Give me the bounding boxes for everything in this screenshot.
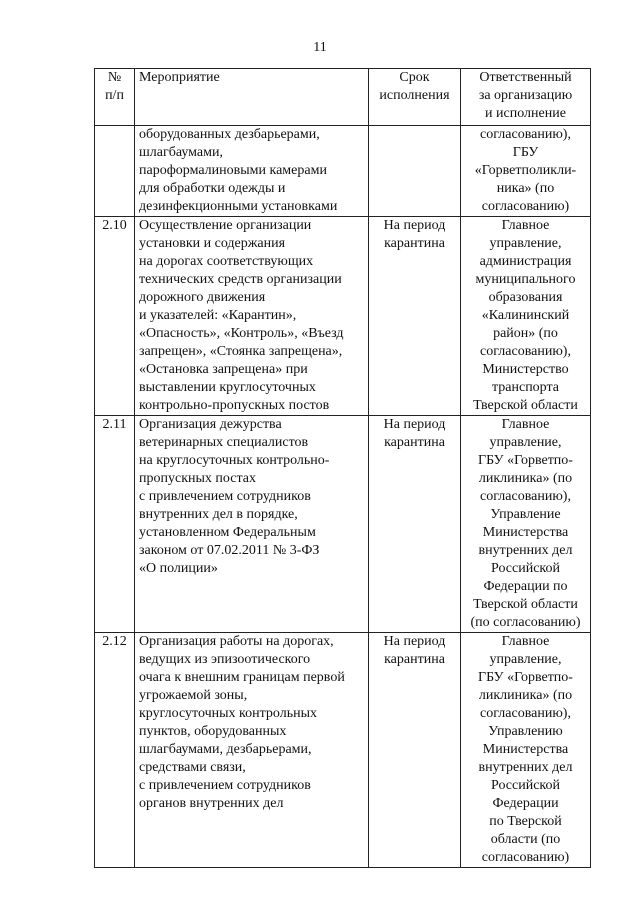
row-number: 2.12 <box>95 633 135 868</box>
activity-cell <box>135 217 369 416</box>
cell-line: с привлечением сотрудников <box>139 489 311 504</box>
cell-line: ликлиника» (по <box>478 471 573 486</box>
cell-line: на дорогах соответствующих <box>139 254 314 269</box>
activity-cell <box>135 416 369 633</box>
cell-line: внутренних дел <box>478 543 573 558</box>
cell-line: ГБУ «Горветпо- <box>478 670 573 685</box>
term-cell <box>369 633 461 868</box>
table-header <box>95 69 591 126</box>
cell-line: выставлении круглосуточных <box>139 380 316 395</box>
cell-line: Главное <box>501 218 550 233</box>
cell-line: «Остановка запрещена» при <box>139 362 308 377</box>
cell-line: Организация дежурства <box>139 417 282 432</box>
table-row <box>95 217 591 416</box>
row-number <box>95 126 135 217</box>
cell-line: Российской <box>491 561 560 576</box>
header-responsible <box>461 69 591 126</box>
row-number: 2.10 <box>95 217 135 416</box>
cell-line: пароформалиновыми камерами <box>139 163 327 178</box>
responsible-cell <box>461 126 591 217</box>
cell-line: круглосуточных контрольных <box>139 706 317 721</box>
cell-line: пунктов, оборудованных <box>139 724 287 739</box>
header-activity <box>135 69 369 126</box>
cell-line: Главное <box>501 634 550 649</box>
activity-cell <box>135 633 369 868</box>
cell-line: Российской <box>491 778 560 793</box>
cell-line: Организация работы на дорогах, <box>139 634 334 649</box>
cell-line: (по согласованию) <box>470 615 581 630</box>
cell-line: установки и содержания <box>139 236 286 251</box>
cell-line: согласованию) <box>481 850 570 865</box>
cell-line: «О полиции» <box>139 561 218 576</box>
cell-line: органов внутренних дел <box>139 796 284 811</box>
cell-line: Министерство <box>482 362 569 377</box>
cell-line: На период <box>383 417 446 432</box>
cell-line: «Калининский <box>481 308 570 323</box>
table-row <box>95 633 591 868</box>
cell-line: с привлечением сотрудников <box>139 778 311 793</box>
cell-line: Главное <box>501 417 550 432</box>
cell-line: управление, <box>489 652 562 667</box>
cell-line: карантина <box>384 236 445 251</box>
cell-line: Управлению <box>488 724 563 739</box>
cell-line: пропускных постах <box>139 471 256 486</box>
cell-line: для обработки одежды и <box>139 181 286 196</box>
term-cell <box>369 217 461 416</box>
cell-line: на круглосуточных контрольно- <box>139 453 330 468</box>
responsible-cell <box>461 633 591 868</box>
cell-line: очага к внешним границам первой <box>139 670 345 685</box>
cell-line: запрещен», «Стоянка запрещена», <box>139 344 343 359</box>
cell-line: согласованию), <box>480 344 571 359</box>
cell-line: ликлиника» (по <box>478 688 573 703</box>
cell-line: внутренних дел в порядке, <box>139 507 298 522</box>
cell-line: оборудованных дезбарьерами, <box>139 127 320 142</box>
responsible-cell <box>461 416 591 633</box>
cell-line: ГБУ «Горветпо- <box>478 453 573 468</box>
cell-line: дезинфекционными установками <box>139 199 338 214</box>
cell-line: Тверской области <box>473 597 578 612</box>
cell-line: законом от 07.02.2011 № 3-ФЗ <box>139 543 320 558</box>
cell-line: Мероприятие <box>139 70 220 85</box>
cell-line: Министерства <box>482 742 569 757</box>
cell-line: администрация <box>479 254 572 269</box>
cell-line: Осуществление организации <box>139 218 312 233</box>
cell-line: управление, <box>489 435 562 450</box>
cell-line: установленном Федеральным <box>139 525 316 540</box>
cell-line: Управление <box>490 507 561 522</box>
header-num <box>95 69 135 126</box>
term-cell <box>369 416 461 633</box>
responsible-cell <box>461 217 591 416</box>
cell-line: согласованию) <box>481 199 570 214</box>
cell-line: согласованию), <box>480 127 571 142</box>
cell-line: ГБУ <box>512 145 539 160</box>
cell-line: район» (по <box>493 326 558 341</box>
cell-line: транспорта <box>491 380 560 395</box>
activity-cell <box>135 126 369 217</box>
page-number: 11 <box>313 40 327 55</box>
cell-line: Срок <box>399 70 430 85</box>
table-row <box>95 416 591 633</box>
cell-line: угрожаемой зоны, <box>139 688 248 703</box>
cell-line: Федерации по <box>483 579 568 594</box>
cell-line: «Горветполикли- <box>474 163 577 178</box>
cell-line: шлагбаумами, дезбарьерами, <box>139 742 312 757</box>
cell-line: области (по <box>490 832 561 847</box>
cell-line: № <box>107 70 122 85</box>
cell-line: исполнения <box>379 88 450 103</box>
cell-line: карантина <box>384 652 445 667</box>
cell-line: ника» (по <box>496 181 555 196</box>
cell-line: дорожного движения <box>139 290 266 305</box>
cell-line: Тверской области <box>473 398 578 413</box>
row-number: 2.11 <box>95 416 135 633</box>
cell-line: и указателей: «Карантин», <box>139 308 297 323</box>
cell-line: п/п <box>105 88 124 103</box>
table-row <box>95 126 591 217</box>
cell-line: и исполнение <box>485 106 566 121</box>
cell-line: технических средств организации <box>139 272 342 287</box>
cell-line: управление, <box>489 236 562 251</box>
term-cell <box>369 126 461 217</box>
cell-line: средствами связи, <box>139 760 246 775</box>
cell-line: контрольно-пропускных постов <box>139 398 330 413</box>
cell-line: образования <box>488 290 563 305</box>
cell-line: Федерации <box>492 796 559 811</box>
cell-line: ведущих из эпизоотического <box>139 652 311 667</box>
cell-line: согласованию), <box>480 706 571 721</box>
cell-line: ветеринарных специалистов <box>139 435 309 450</box>
cell-line: согласованию), <box>480 489 571 504</box>
cell-line: шлагбаумами, <box>139 145 223 160</box>
cell-line: муниципального <box>475 272 576 287</box>
cell-line: за организацию <box>478 88 573 103</box>
cell-line: карантина <box>384 435 445 450</box>
measures-table <box>94 68 591 868</box>
cell-line: внутренних дел <box>478 760 573 775</box>
header-term <box>369 69 461 126</box>
cell-line: Ответственный <box>479 70 572 85</box>
cell-line: по Тверской <box>489 814 562 829</box>
cell-line: На период <box>383 634 446 649</box>
cell-line: «Опасность», «Контроль», «Въезд <box>139 326 344 341</box>
cell-line: Министерства <box>482 525 569 540</box>
cell-line: На период <box>383 218 446 233</box>
